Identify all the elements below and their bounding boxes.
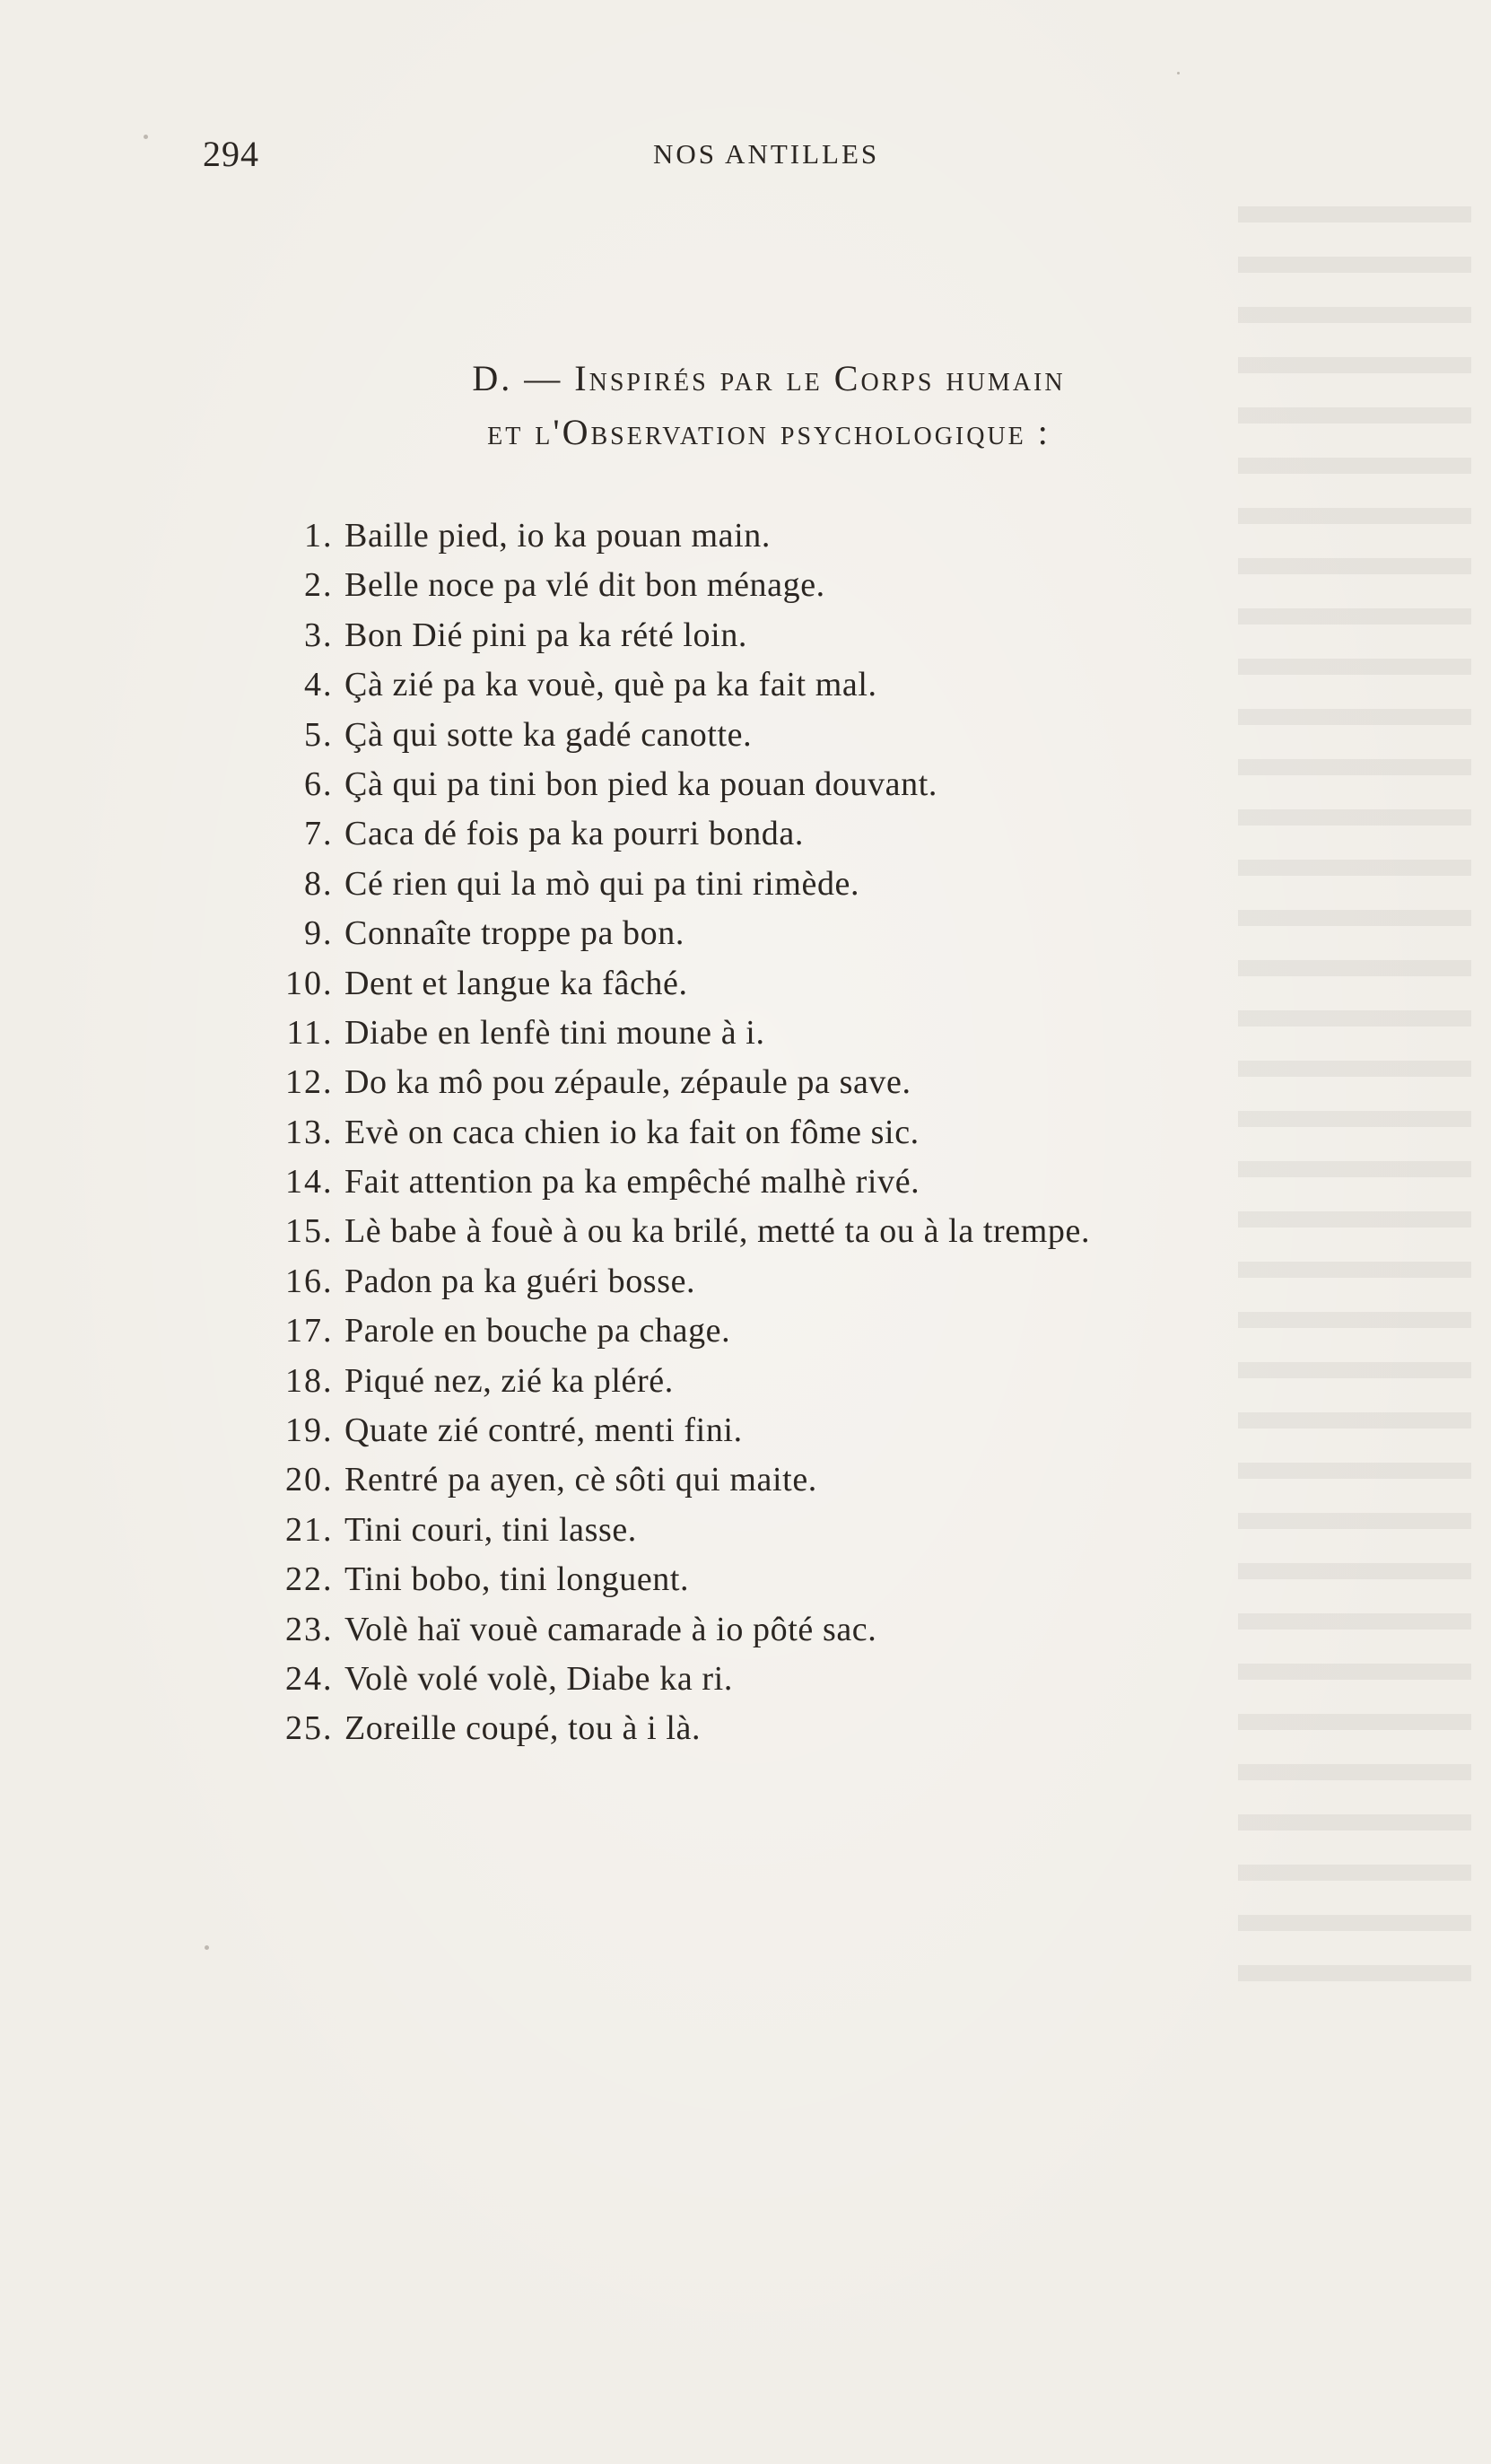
proverb-number: 8 xyxy=(304,864,323,903)
proverb-number: 7 xyxy=(304,815,323,853)
proverb-number: 14 xyxy=(285,1163,323,1201)
proverb-text: Bon Dié pini pa ka rété loin. xyxy=(344,616,748,654)
proverb-number: 12 xyxy=(285,1063,323,1102)
paper-speck xyxy=(144,135,148,139)
proverb-text: Volè volé volè, Diabe ka ri. xyxy=(344,1659,733,1698)
paper-speck xyxy=(1177,72,1180,74)
proverb-number: 25 xyxy=(285,1709,323,1748)
proverb-number: 15 xyxy=(285,1212,323,1251)
proverb-item: 12. Do ka mô pou zépaule, zépaule pa save. xyxy=(224,1058,1090,1107)
proverb-number: 5 xyxy=(304,715,323,754)
proverb-text: Piqué nez, zié ka pléré. xyxy=(344,1361,674,1400)
proverb-item: 20. Rentré pa ayen, cè sôti qui maite. xyxy=(224,1455,1090,1505)
proverb-text: Caca dé fois pa ka pourri bonda. xyxy=(344,815,804,853)
proverb-text: Parole en bouche pa chage. xyxy=(344,1312,731,1350)
proverb-item: 25. Zoreille coupé, tou à i là. xyxy=(224,1704,1090,1753)
proverb-item: 3. Bon Dié pini pa ka rété loin. xyxy=(224,611,1090,660)
section-heading xyxy=(0,352,1491,459)
proverb-item: 13. Evè on caca chien io ka fait on fôme sic. xyxy=(224,1108,1090,1158)
proverb-item: 18. Piqué nez, zié ka pléré. xyxy=(224,1357,1090,1406)
proverb-item: 19. Quate zié contré, menti fini. xyxy=(224,1406,1090,1455)
proverb-item: 17. Parole en bouche pa chage. xyxy=(224,1306,1090,1356)
proverb-item: 15. Lè babe à fouè à ou ka brilé, metté ta ou à la trempe. xyxy=(224,1207,1090,1256)
page-header xyxy=(0,133,1491,178)
proverb-item: 5. Çà qui sotte ka gadé canotte. xyxy=(224,711,1090,760)
proverb-number: 9 xyxy=(304,914,323,953)
proverb-number: 6 xyxy=(304,765,323,803)
proverb-text: Diabe en lenfè tini moune à i. xyxy=(344,1013,765,1052)
proverb-number: 19 xyxy=(285,1411,323,1450)
proverb-item: 7. Caca dé fois pa ka pourri bonda. xyxy=(224,809,1090,859)
proverb-number: 18 xyxy=(285,1361,323,1400)
proverb-text: Tini couri, tini lasse. xyxy=(344,1510,637,1549)
proverb-item: 6. Çà qui pa tini bon pied ka pouan douvant. xyxy=(224,760,1090,809)
proverb-number: 23 xyxy=(285,1610,323,1648)
show-through-text xyxy=(1238,206,1471,2001)
proverb-item: 4. Çà zié pa ka vouè, què pa ka fait mal. xyxy=(224,660,1090,710)
running-title: NOS ANTILLES xyxy=(653,138,880,170)
proverb-number: 22 xyxy=(285,1560,323,1599)
proverb-item: 1. Baille pied, io ka pouan main. xyxy=(224,511,1090,561)
proverb-text: Dent et langue ka fâché. xyxy=(344,964,688,1002)
section-heading-line-1: D. — Inspirés par le Corps humain xyxy=(472,358,1066,398)
proverb-text: Evè on caca chien io ka fait on fôme sic. xyxy=(344,1113,920,1151)
proverb-number: 11 xyxy=(286,1013,323,1052)
proverb-item: 16. Padon pa ka guéri bosse. xyxy=(224,1257,1090,1306)
proverb-number: 4 xyxy=(304,666,323,704)
proverb-item: 14. Fait attention pa ka empêché malhè rivé. xyxy=(224,1158,1090,1207)
proverb-text: Do ka mô pou zépaule, zépaule pa save. xyxy=(344,1063,911,1102)
section-heading-line-2: et l'Observation psychologique : xyxy=(487,412,1051,452)
proverb-number: 2 xyxy=(304,566,323,605)
proverb-list xyxy=(224,511,1090,1754)
proverb-item: 11. Diabe en lenfè tini moune à i. xyxy=(224,1009,1090,1058)
proverb-item: 9. Connaîte troppe pa bon. xyxy=(224,909,1090,958)
proverb-text: Tini bobo, tini longuent. xyxy=(344,1560,690,1599)
proverb-number: 20 xyxy=(285,1461,323,1499)
proverb-item: 8. Cé rien qui la mò qui pa tini rimède. xyxy=(224,860,1090,909)
proverb-number: 13 xyxy=(285,1113,323,1151)
proverb-item: 10. Dent et langue ka fâché. xyxy=(224,959,1090,1009)
proverb-text: Baille pied, io ka pouan main. xyxy=(344,517,771,555)
proverb-number: 16 xyxy=(285,1262,323,1300)
proverb-text: Zoreille coupé, tou à i là. xyxy=(344,1709,702,1748)
proverb-item: 21. Tini couri, tini lasse. xyxy=(224,1506,1090,1555)
proverb-text: Çà qui sotte ka gadé canotte. xyxy=(344,715,753,754)
proverb-item: 22. Tini bobo, tini longuent. xyxy=(224,1555,1090,1604)
proverb-item: 2. Belle noce pa vlé dit bon ménage. xyxy=(224,561,1090,610)
proverb-text: Rentré pa ayen, cè sôti qui maite. xyxy=(344,1461,817,1499)
proverb-number: 24 xyxy=(285,1659,323,1698)
proverb-text: Belle noce pa vlé dit bon ménage. xyxy=(344,566,825,605)
proverb-text: Lè babe à fouè à ou ka brilé, metté ta ou à la trempe. xyxy=(344,1212,1091,1251)
paper-speck xyxy=(205,1945,209,1950)
proverb-text: Cé rien qui la mò qui pa tini rimède. xyxy=(344,864,860,903)
proverb-number: 17 xyxy=(285,1312,323,1350)
proverb-text: Padon pa ka guéri bosse. xyxy=(344,1262,696,1300)
proverb-number: 21 xyxy=(285,1510,323,1549)
proverb-text: Volè haï vouè camarade à io pôté sac. xyxy=(344,1610,877,1648)
proverb-number: 3 xyxy=(304,616,323,654)
proverb-text: Çà zié pa ka vouè, què pa ka fait mal. xyxy=(344,666,877,704)
proverb-text: Fait attention pa ka empêché malhè rivé. xyxy=(344,1163,920,1201)
proverb-text: Quate zié contré, menti fini. xyxy=(344,1411,743,1450)
proverb-text: Çà qui pa tini bon pied ka pouan douvant. xyxy=(344,765,937,803)
proverb-number: 10 xyxy=(285,964,323,1002)
proverb-number: 1 xyxy=(304,517,323,555)
proverb-text: Connaîte troppe pa bon. xyxy=(344,914,684,953)
proverb-item: 23. Volè haï vouè camarade à io pôté sac. xyxy=(224,1605,1090,1655)
proverb-item: 24. Volè volé volè, Diabe ka ri. xyxy=(224,1655,1090,1704)
page-number: 294 xyxy=(203,134,259,174)
